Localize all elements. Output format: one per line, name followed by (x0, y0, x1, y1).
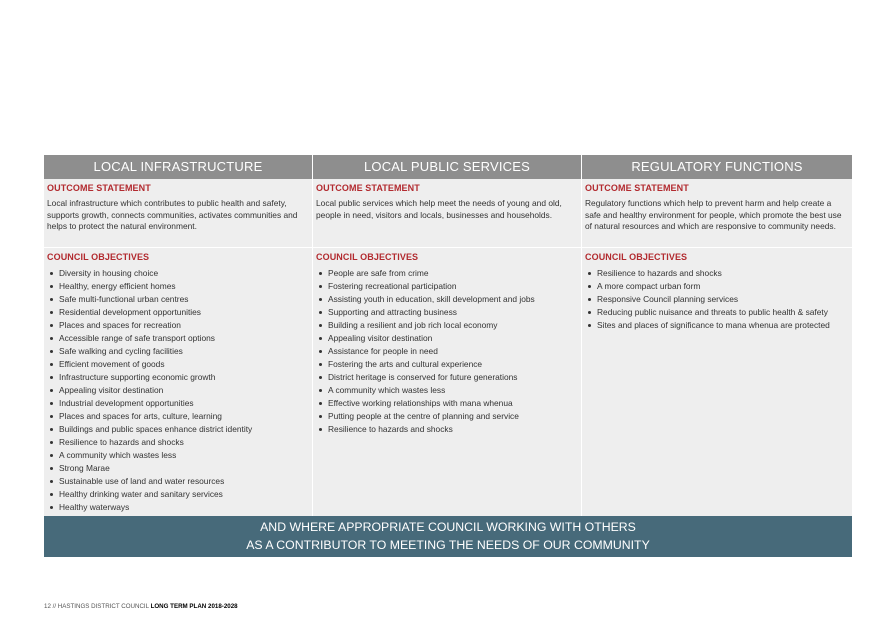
list-item: District heritage is conserved for future generations (316, 371, 575, 384)
list-item: Diversity in housing choice (47, 267, 306, 280)
list-item: Healthy drinking water and sanitary services (47, 488, 306, 501)
list-item: Fostering recreational participation (316, 280, 575, 293)
list-item: Responsive Council planning services (585, 293, 846, 306)
outcome-statement-title: OUTCOME STATEMENT (316, 183, 420, 193)
list-item: Effective working relationships with mana whenua (316, 397, 575, 410)
list-item: A community which wastes less (316, 384, 575, 397)
list-item: Resilience to hazards and shocks (585, 267, 846, 280)
council-objectives-title: COUNCIL OBJECTIVES (585, 252, 688, 262)
list-item: Assisting youth in education, skill development and jobs (316, 293, 575, 306)
list-item: Buildings and public spaces enhance district identity (47, 423, 306, 436)
list-item: People are safe from crime (316, 267, 575, 280)
banner-line-1: AND WHERE APPROPRIATE COUNCIL WORKING WITH OTHERS (260, 520, 636, 534)
list-item: Supporting and attracting business (316, 306, 575, 319)
list-item: Sustainable use of land and water resources (47, 475, 306, 488)
objectives-cell-local-infrastructure (44, 248, 312, 516)
objectives-cell-local-public-services (313, 248, 581, 516)
list-item: Fostering the arts and cultural experience (316, 358, 575, 371)
list-item: Appealing visitor destination (47, 384, 306, 397)
outcome-cell-local-public-services (313, 179, 581, 248)
list-item: Safe walking and cycling facilities (47, 345, 306, 358)
list-item: Safe multi-functional urban centres (47, 293, 306, 306)
list-item: Residential development opportunities (47, 306, 306, 319)
outcome-statement-text: Local infrastructure which contributes to public health and safety, supports growth, connects communities, activates communities and helps to protect the natural environment. (47, 198, 298, 232)
outcome-statement-title: OUTCOME STATEMENT (585, 183, 689, 193)
outcome-statement-text: Regulatory functions which help to prevent harm and help create a safe and healthy environment for people, which promote the best use of natural resources and which are responsive to community needs. (585, 198, 842, 232)
page-footer (44, 603, 238, 610)
footer-prefix: 12 // HASTINGS DISTRICT COUNCIL (44, 603, 151, 610)
contribution-banner (44, 516, 852, 557)
list-item: Appealing visitor destination (316, 332, 575, 345)
outcome-cell-local-infrastructure (44, 179, 312, 248)
outcome-cell-regulatory-functions (582, 179, 852, 248)
column-heading-local-infrastructure: LOCAL INFRASTRUCTURE (44, 155, 312, 179)
council-objectives-title: COUNCIL OBJECTIVES (316, 252, 419, 262)
list-item: Assistance for people in need (316, 345, 575, 358)
list-item: Sites and places of significance to mana whenua are protected (585, 319, 846, 332)
list-item: A community which wastes less (47, 449, 306, 462)
list-item: Strong Marae (47, 462, 306, 475)
list-item: A more compact urban form (585, 280, 846, 293)
list-item: Places and spaces for arts, culture, learning (47, 410, 306, 423)
list-item: Reducing public nuisance and threats to public health & safety (585, 306, 846, 319)
list-item: Places and spaces for recreation (47, 319, 306, 332)
list-item: Healthy, energy efficient homes (47, 280, 306, 293)
list-item: Accessible range of safe transport options (47, 332, 306, 345)
list-item: Putting people at the centre of planning and service (316, 410, 575, 423)
list-item: Resilience to hazards and shocks (47, 436, 306, 449)
list-item: Infrastructure supporting economic growth (47, 371, 306, 384)
outcomes-table (44, 155, 852, 516)
objectives-list (585, 267, 846, 332)
list-item: Efficient movement of goods (47, 358, 306, 371)
list-item: Building a resilient and job rich local economy (316, 319, 575, 332)
footer-document-title: LONG TERM PLAN 2018-2028 (150, 603, 238, 610)
list-item: Healthy waterways (47, 501, 306, 514)
list-item: Resilience to hazards and shocks (316, 423, 575, 436)
column-heading-regulatory-functions: REGULATORY FUNCTIONS (582, 155, 852, 179)
outcome-statement-title: OUTCOME STATEMENT (47, 183, 151, 193)
column-heading-local-public-services: LOCAL PUBLIC SERVICES (313, 155, 581, 179)
objectives-cell-regulatory-functions (582, 248, 852, 516)
list-item: Industrial development opportunities (47, 397, 306, 410)
objectives-list (316, 267, 575, 436)
banner-line-2: AS A CONTRIBUTOR TO MEETING THE NEEDS OF OUR COMMUNITY (246, 537, 650, 552)
outcome-statement-text: Local public services which help meet the needs of young and old, people in need, visitors and locals, businesses and households. (316, 198, 562, 220)
objectives-list (47, 267, 306, 514)
council-objectives-title: COUNCIL OBJECTIVES (47, 252, 150, 262)
